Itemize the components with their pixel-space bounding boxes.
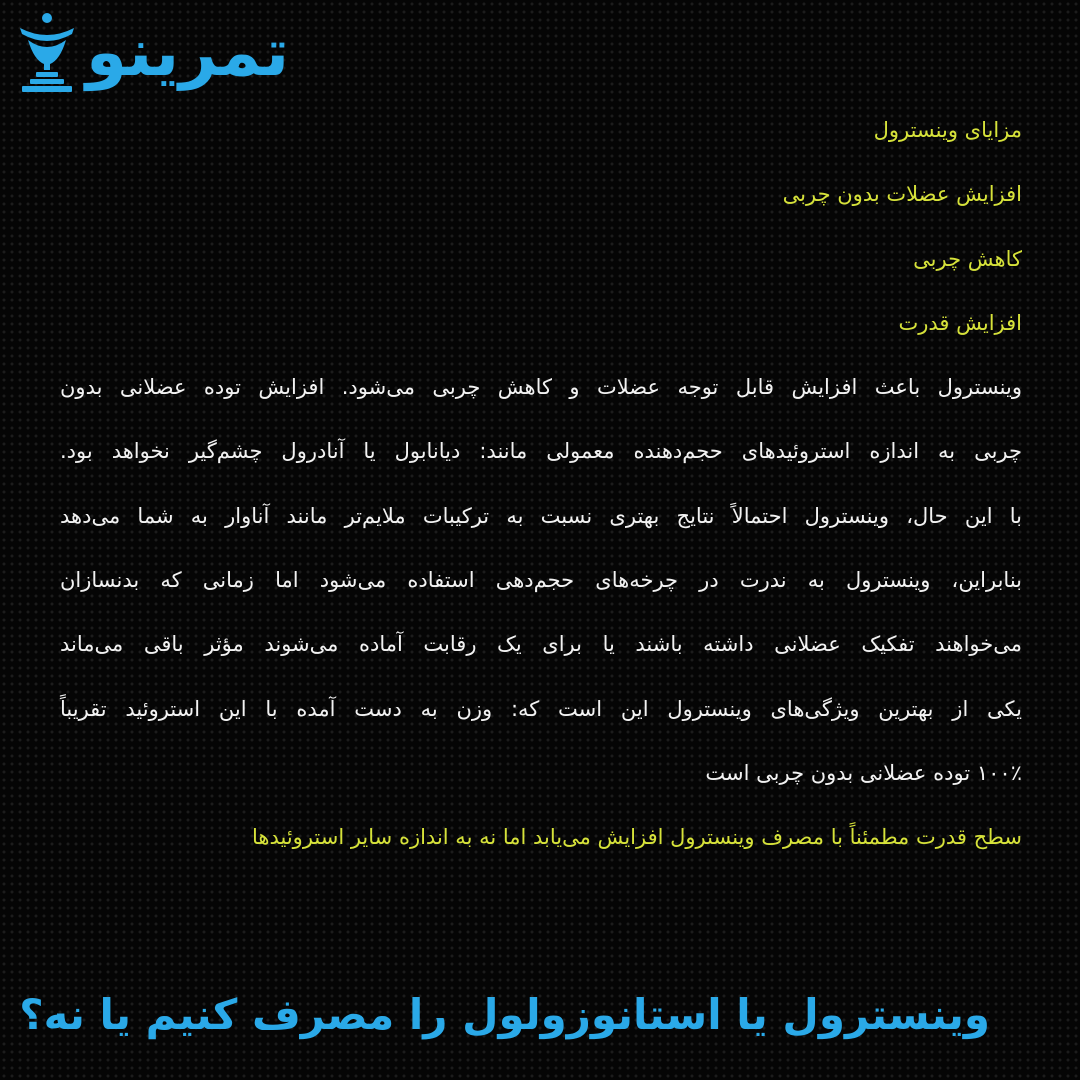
body-line: با این حال، وینسترول احتمالاً نتایج بهتری نسبت به ترکیبات ملایم‌تر مانند آناوار به شما می‌دهد (60, 503, 1022, 528)
brand-name: تمرینو (86, 14, 290, 91)
heading-advantages: مزایای وینسترول (873, 118, 1022, 142)
body-line: ۱۰۰٪ توده عضلانی بدون چربی است (705, 760, 1022, 785)
footer-title: وینسترول یا استانوزولول را مصرف کنیم یا نه؟ (19, 990, 990, 1039)
brand-logo (14, 8, 444, 98)
closing-line: سطح قدرت مطمئناً با مصرف وینسترول افزایش می‌یابد اما نه به اندازه سایر استروئیدها (252, 825, 1022, 850)
article-content (60, 98, 1022, 870)
body-line: می‌خواهند تفکیک عضلانی داشته باشند یا برای یک رقابت آماده می‌شوند مؤثر باقی می‌ماند (60, 632, 1022, 657)
trophy-icon (14, 12, 80, 94)
body-line: وینسترول باعث افزایش قابل توجه عضلات و کاهش چربی می‌شود. افزایش توده عضلانی بدون (60, 375, 1022, 400)
heading-lean-muscle: افزایش عضلات بدون چربی (782, 182, 1022, 207)
heading-fat-loss: کاهش چربی (913, 246, 1022, 271)
body-line: چربی به اندازه استروئیدهای حجم‌دهنده معمولی مانند: دیانابول یا آنادرول چشم‌گیر نخواهد بود. (60, 439, 1022, 464)
body-line: بنابراین، وینسترول به ندرت در چرخه‌های حجم‌دهی استفاده می‌شود اما زمانی که بدنسازان (60, 568, 1022, 593)
heading-strength: افزایش قدرت (898, 310, 1022, 335)
body-line: یکی از بهترین ویژگی‌های وینسترول این است که: وزن به دست آمده با این استروئید تقریباً (60, 696, 1022, 721)
